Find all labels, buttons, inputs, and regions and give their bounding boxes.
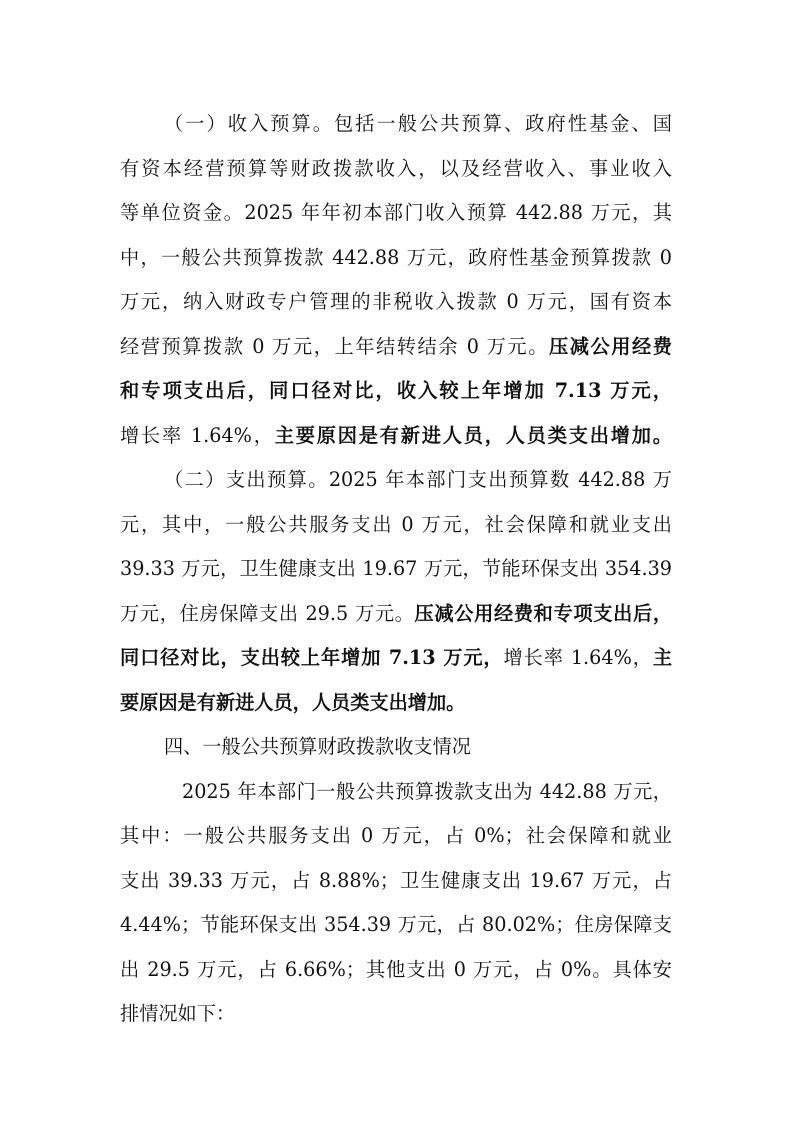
expense-growth-rate: 增长率 1.64%， xyxy=(503,646,653,669)
expense-budget-text: 万元，住房保障支出 29.5 万元。 xyxy=(120,601,415,625)
income-growth-rate: 增长率 1.64%， xyxy=(120,423,275,447)
document-page xyxy=(120,102,672,1037)
general-budget-line-3: 支出 39.33 万元，占 8.88%；卫生健康支出 19.67 万元，占 xyxy=(120,868,672,892)
general-budget-line-1: 2025 年本部门一般公共预算拨款支出为 442.88 万元， xyxy=(182,779,672,803)
general-budget-line-5: 出 29.5 万元，占 6.66%；其他支出 0 万元，占 0%。具体安 xyxy=(120,957,672,981)
income-budget-line-1: （一）收入预算。包括一般公共预算、政府性基金、国 xyxy=(164,112,672,135)
income-budget-bold-text: 压减公用经费 xyxy=(548,334,672,358)
expense-budget-line-4 xyxy=(120,592,672,637)
expense-budget-line-1: （二）支出预算。2025 年本部门支出预算数 442.88 万 xyxy=(164,468,672,491)
income-budget-line-3: 等单位资金。2025 年年初本部门收入预算 442.88 万元，其 xyxy=(120,201,672,224)
income-budget-line-2: 有资本经营预算等财政拨款收入，以及经营收入、事业收入 xyxy=(120,156,672,180)
income-reason: 主要原因是有新进人员，人员类支出增加。 xyxy=(274,423,672,447)
expense-budget-bold-text: 压减公用经费和专项支出后， xyxy=(414,601,672,625)
general-budget-line-4: 4.44%；节能环保支出 354.39 万元，占 80.02%；住房保障支 xyxy=(120,913,672,936)
expense-budget-line-6: 要原因是有新进人员，人员类支出增加。 xyxy=(120,690,466,714)
income-budget-line-6 xyxy=(120,325,672,370)
expense-budget-line-3: 39.33 万元，卫生健康支出 19.67 万元，节能环保支出 354.39 xyxy=(120,557,672,580)
income-budget-line-5: 万元，纳入财政专户管理的非税收入拨款 0 万元，国有资本 xyxy=(120,290,672,313)
expense-budget-line-2: 元，其中，一般公共服务支出 0 万元，社会保障和就业支出 xyxy=(120,512,672,536)
income-budget-text: 经营预算拨款 0 万元，上年结转结余 0 万元。 xyxy=(120,334,549,358)
income-budget-line-7: 和专项支出后，同口径对比，收入较上年增加 7.13 万元， xyxy=(120,379,672,402)
expense-budget-line-5 xyxy=(120,636,672,681)
expense-reason-start: 主 xyxy=(652,646,672,669)
expense-comparison: 同口径对比，支出较上年增加 7.13 万元， xyxy=(120,646,504,669)
section-heading-4: 四、一般公共预算财政拨款收支情况 xyxy=(164,735,471,758)
income-budget-line-4: 中，一般公共预算拨款 442.88 万元，政府性基金预算拨款 0 xyxy=(120,245,672,269)
general-budget-line-6: 排情况如下： xyxy=(120,1002,236,1025)
income-budget-line-8 xyxy=(120,414,672,459)
general-budget-line-2: 其中：一般公共服务支出 0 万元，占 0%；社会保障和就业 xyxy=(120,824,672,847)
